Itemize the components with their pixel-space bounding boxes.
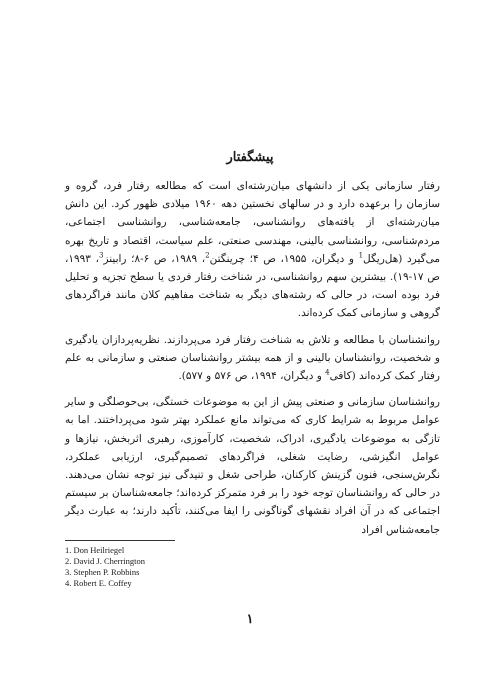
paragraph-1-text-a: رفتار سازمانی یکی از دانشهای میان‌رشته‌ای است که مطالعه رفتار فرد، گروه و سازمان را برعهده دارد و در سالهای نخستین دهه ۱۹۶۰ میلادی ظهور کرد. این دانش میان‌رشته‌ای از یافته‌های روانشناسی، جامعه‌شناسی، روانشناسی اجتماعی، مردم‌شناسی، روانشناسی بالینی، مهندسی صنعتی، علم سیاست، اقتصاد و تاریخ بهره می‌گیرد (هل‌ریگل [65,180,441,265]
footnote-item: 2. David J. Cherrington [65,556,146,566]
paragraph-3 [65,393,440,539]
paragraph-3-text: روانشناسان سازمانی و صنعتی پیش از این به موضوعات خستگی، بی‌حوصلگی و سایر عوامل مربوط به شرایط کاری که می‌تواند مانع عملکرد بهتر شود می‌پرداختند. اما به تازگی به موضوعات یادگیری، ادراک، شخصیت، کارآموزی، رهبری اثربخش، نیازها و عوامل انگیزشی، رضایت شغلی، فراگردهای تصمیم‌گیری، ارزیابی عملکرد، نگرش‌سنجی، فنون گزینش کارکنان، طراحی شغل و تنیدگی نیز توجه نشان می‌دهند. در حالی که روانشناسان توجه خود را بر فرد متمرکز کرده‌اند؛ جامعه‌شناسان بر سیستم اجتماعی که در آن افراد نقشهای گوناگونی را ایفا می‌کنند، تأکید دارند؛ به عبارت دیگر جامعه‌شناس افراد [65,396,440,536]
paragraph-1-text-d: ، ۱۹۹۳، ص ۱۷-۱۹). بیشترین سهم روانشناسی، در شناخت رفتار فردی یا سطح تجزیه و تحلیل فرد بوده است، در حالی که رشته‌های دیگر به شناخت مفاهیم کلان مانند فراگردهای گروهی و سازمانی کمک کرده‌اند. [65,252,440,320]
paragraph-2 [65,331,440,386]
footnote-item: 3. Stephen P. Robbins [65,567,140,577]
paragraph-1 [65,177,440,323]
body-text [65,177,440,547]
footnote-item: 4. Robert E. Coffey [65,578,132,588]
paragraph-2-text-b: و دیگران، ۱۹۹۴، ص ۵۷۶ و ۵۷۷). [178,370,326,383]
page-number: ۱ [246,612,254,627]
paragraph-1-text-c: ، ۱۹۸۹، ص ۶-۸؛ رابینز [103,252,206,265]
footnote-ref-3: 3 [98,251,104,260]
footnote-divider [65,540,175,541]
footnote-ref-1: 1 [358,251,364,260]
paragraph-2-text-a: روانشناسان با مطالعه و تلاش به شناخت رفتار فرد می‌پردازند. نظریه‌پردازان یادگیری و شخصیت، روانشناسان بالینی و از همه بیشتر روانشناسان صنعتی و سازمانی به علم رفتار کمک کرده‌اند (کافی [65,333,440,383]
footnote-ref-4: 4 [325,368,330,377]
paragraph-1-text-b: و دیگران، ۱۹۵۵، ص ۴؛ چرینگتن [209,252,359,265]
footnote-ref-2: 2 [205,251,210,260]
footnote-item: 1. Don Heilriegel [65,545,125,555]
page-title: پیشگفتار [226,150,274,165]
footnotes-list [65,545,315,589]
